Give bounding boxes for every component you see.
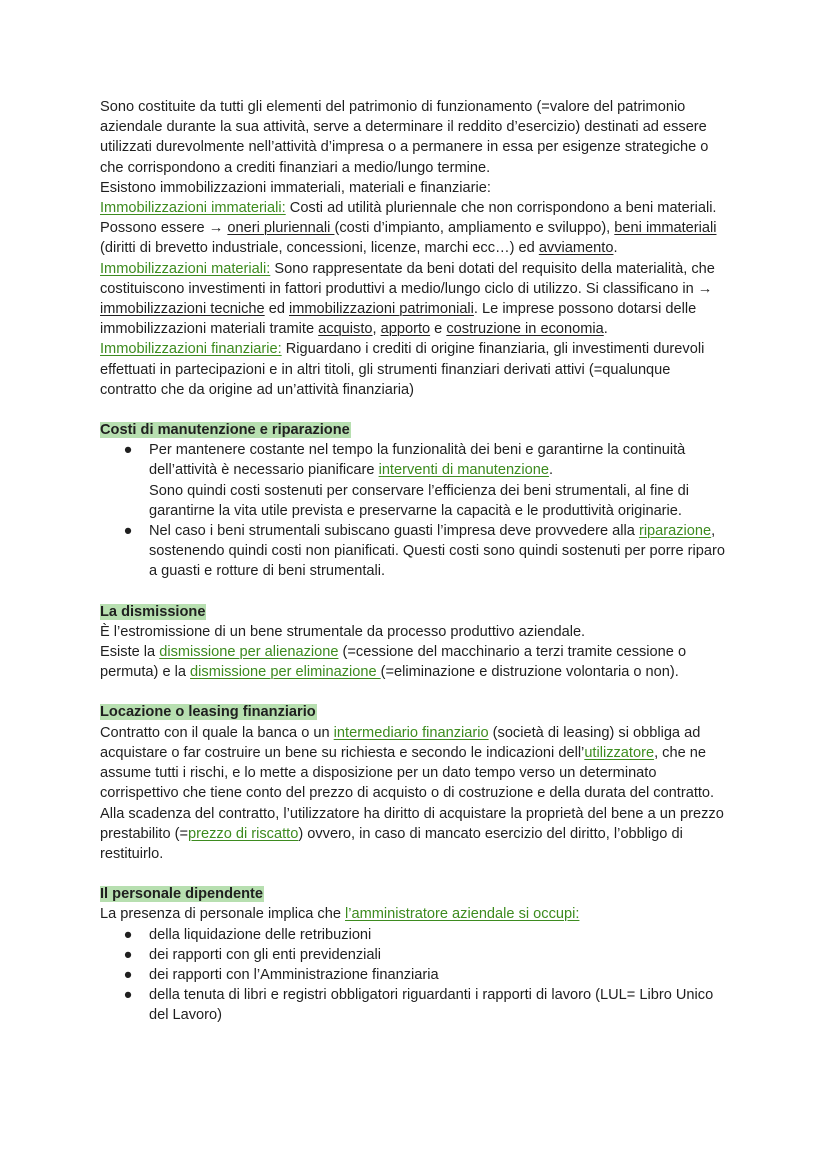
costruzione-in-economia-term: costruzione in economia xyxy=(446,321,604,338)
immobilizzazioni-tecniche-term: immobilizzazioni tecniche xyxy=(100,301,265,318)
apporto-term: apporto xyxy=(380,321,431,338)
immateriali-label: Immobilizzazioni immateriali: xyxy=(100,200,286,217)
materiali-text: . xyxy=(603,321,608,338)
dismissione-definition: È l’estromissione di un bene strumentale da processo produttivo aziendale. xyxy=(100,623,586,640)
materiali-label: Immobilizzazioni materiali: xyxy=(100,260,271,277)
list-item xyxy=(100,945,725,965)
immateriali-text: (costi d’impianto, ampliamento e sviluppo), xyxy=(334,220,615,237)
list-item-text: dei rapporti con gli enti previdenziali xyxy=(149,946,382,963)
beni-immateriali-term: beni immateriali xyxy=(614,220,717,237)
dismissione-heading-text: La dismissione xyxy=(100,603,206,620)
list-item xyxy=(100,985,725,1025)
document-page xyxy=(100,97,725,1026)
list-item-text: della tenuta di libri e registri obbligatori riguardanti i rapporti di lavoro (LUL= Libro Unico del Lavoro) xyxy=(149,987,714,1024)
avviamento-term: avviamento xyxy=(538,240,614,257)
list-item xyxy=(100,965,725,985)
acquisto-term: acquisto xyxy=(318,321,373,338)
personale-heading-text: Il personale dipendente xyxy=(100,886,263,903)
immateriali-paragraph xyxy=(100,198,725,259)
personale-heading xyxy=(100,884,725,904)
utilizzatore-link: utilizzatore xyxy=(584,744,655,761)
dismissione-heading xyxy=(100,602,725,622)
immateriali-text: . xyxy=(613,240,618,257)
locazione-paragraph xyxy=(100,723,725,864)
dismissione-paragraph xyxy=(100,642,725,682)
locazione-text: , che ne assume tutti i rischi, e lo mette a disposizione per un dato tempo verso un determinato corrispettivo che tiene conto del prezzo di acquisto o di costruzione e della durata del contratto. Alla scadenza del contratto, l’utilizzatore ha diritto di acquistare la proprietà del bene a un prezzo prestabilito (= xyxy=(100,744,724,842)
manutenzione-heading-text: Costi di manutenzione e riparazione xyxy=(100,422,350,439)
intro-paragraph: Sono costituite da tutti gli elementi del patrimonio di funzionamento (=valore del patrimonio aziendale durante la sua attività, serve a determinare il reddito d’esercizio) destinati ad essere utilizzati durevolmente nell’attività d’impresa o a permanere in essa per esigenze strategiche o che corrispondono a crediti finanziari a medio/lungo termine. xyxy=(100,99,709,176)
intermediario-finanziario-link: intermediario finanziario xyxy=(333,724,489,741)
bullet-icon: ● xyxy=(123,926,133,943)
materiali-text: , xyxy=(372,321,381,338)
locazione-text: Contratto con il quale la banca o un xyxy=(100,724,334,741)
prezzo-riscatto-link: prezzo di riscatto xyxy=(188,825,299,842)
bullet-icon: ● xyxy=(123,442,133,459)
oneri-pluriennali-term: oneri pluriennali xyxy=(227,220,335,237)
bullet-icon: ● xyxy=(123,987,133,1004)
materiali-text: e xyxy=(430,321,447,338)
intro-types-line: Esistono immobilizzazioni immateriali, materiali e finanziarie: xyxy=(100,179,491,196)
dismissione-text: (=eliminazione e distruzione volontaria o non). xyxy=(380,664,679,681)
bullet-icon: ● xyxy=(123,946,133,963)
locazione-heading-text: Locazione o leasing finanziario xyxy=(100,704,316,721)
personale-list xyxy=(100,925,725,1026)
locazione-heading xyxy=(100,702,725,722)
locazione-text: ) ovvero, in caso di mancato esercizio del diritto, l’obbligo di restituirlo. xyxy=(100,825,683,862)
list-item xyxy=(100,521,725,582)
list-item xyxy=(100,440,725,521)
finanziarie-paragraph xyxy=(100,339,725,400)
list-item-text: dei rapporti con l’Amministrazione finanziaria xyxy=(149,966,439,983)
immobilizzazioni-patrimoniali-term: immobilizzazioni patrimoniali xyxy=(289,301,474,318)
list-item xyxy=(100,925,725,945)
dismissione-text: Esiste la xyxy=(100,644,160,661)
dismissione-eliminazione-link: dismissione per eliminazione xyxy=(190,664,381,681)
materiali-text: Sono rappresentate da beni dotati del requisito della materialità, che costituiscono investimenti in fattori produttivi a medio/lungo ciclo di utilizzo. Si classificano in → xyxy=(100,260,715,297)
list-item-text: . xyxy=(548,462,554,479)
list-item-text: , sostenendo quindi costi non pianificati. Questi costi sono quindi sostenuti per porre riparo a guasti e rotture di beni strumentali. xyxy=(149,523,725,580)
interventi-manutenzione-link: interventi di manutenzione xyxy=(378,462,549,479)
list-item-text: Per mantenere costante nel tempo la funzionalità dei beni e garantirne la continuità dell’attività è necessario pianificare xyxy=(149,442,686,479)
personale-text: La presenza di personale implica che xyxy=(100,906,345,923)
manutenzione-list xyxy=(100,440,725,581)
list-item-text: della liquidazione delle retribuzioni xyxy=(149,926,372,943)
materiali-paragraph xyxy=(100,259,725,340)
immateriali-text: (diritti di brevetto industriale, concessioni, licenze, marchi ecc…) ed xyxy=(100,240,539,257)
dismissione-text: (=cessione del macchinario a terzi tramite cessione o permuta) e la xyxy=(100,644,687,681)
dismissione-alienazione-link: dismissione per alienazione xyxy=(159,644,339,661)
locazione-text: (società di leasing) si obbliga ad acquistare o far costruire un bene su richiesta e secondo le indicazioni dell’ xyxy=(100,724,701,761)
personale-intro xyxy=(100,904,725,924)
list-item-text: Sono quindi costi sostenuti per conservare l’efficienza dei beni strumentali, al fine di garantirne la vita utile prevista e preservarne la capacità e le produttività originarie. xyxy=(149,482,690,519)
amministratore-link: l’amministratore aziendale si occupi: xyxy=(345,906,580,923)
immateriali-text: Costi ad utilità pluriennale che non corrispondono a beni materiali. Possono essere → xyxy=(100,200,717,237)
bullet-icon: ● xyxy=(123,523,133,540)
riparazione-link: riparazione xyxy=(638,523,712,540)
finanziarie-label: Immobilizzazioni finanziarie: xyxy=(100,341,282,358)
finanziarie-text: Riguardano i crediti di origine finanziaria, gli investimenti durevoli effettuati in partecipazioni e in altri titoli, gli strumenti finanziari derivati attivi (=qualunque contratto che da origine ad un’attività finanziaria) xyxy=(100,341,705,398)
manutenzione-heading xyxy=(100,420,725,440)
bullet-icon: ● xyxy=(123,966,133,983)
materiali-text: . Le imprese possono dotarsi delle immobilizzazioni materiali tramite xyxy=(100,301,697,338)
list-item-text: Nel caso i beni strumentali subiscano guasti l’impresa deve provvedere alla xyxy=(149,523,639,540)
materiali-text: ed xyxy=(264,301,289,318)
